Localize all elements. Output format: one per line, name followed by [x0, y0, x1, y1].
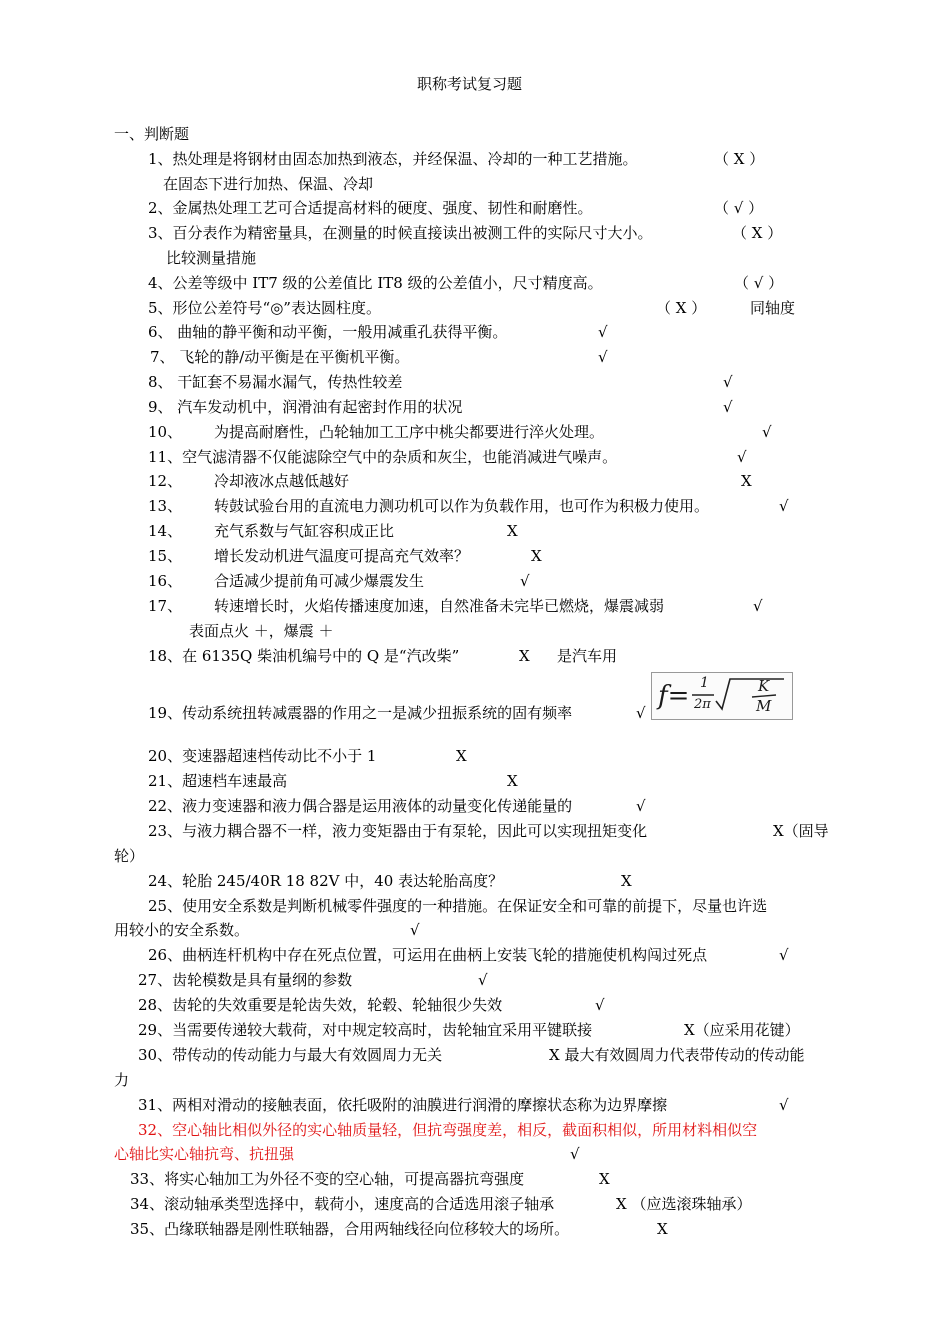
- q15-number: 15、: [148, 547, 183, 565]
- q28-answer: √: [595, 996, 605, 1014]
- q18-note: 是汽车用: [557, 647, 618, 665]
- q3-text: 3、百分表作为精密量具，在测量的时候直接读出被测工件的实际尺寸大小。: [148, 224, 653, 242]
- q30-answer: X 最大有效圆周力代表带传动的传动能: [549, 1046, 805, 1064]
- q25-wrap: 用较小的安全系数。: [114, 921, 250, 939]
- q34-text: 34、滚动轴承类型选择中，载荷小，速度高的合适选用滚子轴承: [130, 1195, 555, 1213]
- q16-text: 合适减少提前角可减少爆震发生: [214, 572, 425, 590]
- q19-answer: √: [636, 704, 646, 722]
- q14-number: 14、: [148, 522, 183, 540]
- q4-answer: （ √ ）: [734, 274, 784, 292]
- q30-wrap: 力: [114, 1071, 130, 1089]
- q14-text: 充气系数与气缸容积成正比: [214, 522, 395, 540]
- q12-text: 冷却液冰点越低越好: [214, 472, 350, 490]
- q9-answer: √: [723, 398, 733, 416]
- q11-text: 11、空气滤清器不仅能滤除空气中的杂质和灰尘，也能消减进气噪声。: [148, 448, 618, 466]
- q7-text: 7、 飞轮的静/动平衡是在平衡机平衡。: [150, 348, 410, 366]
- q3-note: 比较测量措施: [166, 249, 257, 267]
- q30-text: 30、带传动的传动能力与最大有效圆周力无关: [138, 1046, 443, 1064]
- q17-text: 转速增长时，火焰传播速度加速，自然准备未完毕已燃烧，爆震减弱: [214, 597, 665, 615]
- q26-answer: √: [779, 946, 789, 964]
- q32-wrap: 心轴比实心轴抗弯、抗扭强: [114, 1145, 295, 1163]
- q15-answer: X: [531, 547, 542, 565]
- q35-answer: X: [657, 1220, 668, 1238]
- q31-text: 31、两相对滑动的接触表面，依托吸附的油膜进行润滑的摩擦状态称为边界摩擦: [138, 1096, 668, 1114]
- q20-text: 20、变速器超速档传动比不小于 1: [148, 747, 377, 765]
- q29-answer: X（应采用花键）: [684, 1021, 800, 1039]
- q23-text: 23、与液力耦合器不一样，液力变矩器由于有泵轮，因此可以实现扭矩变化: [148, 822, 648, 840]
- q6-text: 6、 曲轴的静平衡和动平衡，一般用减重孔获得平衡。: [148, 323, 508, 341]
- q1-text: 1、热处理是将钢材由固态加热到液态，并经保温、冷却的一种工艺措施。: [148, 150, 638, 168]
- q7-answer: √: [598, 348, 608, 366]
- q16-number: 16、: [148, 572, 183, 590]
- q25-answer: √: [410, 921, 420, 939]
- section-heading: 一、判断题: [114, 125, 190, 143]
- q13-text: 转鼓试验台用的直流电力测功机可以作为负载作用，也可作为积极力使用。: [214, 497, 710, 515]
- q26-text: 26、曲柄连杆机构中存在死点位置，可运用在曲柄上安装飞轮的措施使机构闯过死点: [148, 946, 708, 964]
- q2-text: 2、金属热处理工艺可合适提高材料的硬度、强度、韧性和耐磨性。: [148, 199, 593, 217]
- q17-answer: √: [753, 597, 763, 615]
- q1-note: 在固态下进行加热、保温、冷却: [163, 175, 374, 193]
- q29-text: 29、当需要传递较大载荷，对中规定较高时，齿轮轴宜采用平键联接: [138, 1021, 593, 1039]
- q8-answer: √: [723, 373, 733, 391]
- q4-text: 4、公差等级中 IT7 级的公差值比 IT8 级的公差值小，尺寸精度高。: [148, 274, 603, 292]
- q12-answer: X: [741, 472, 752, 490]
- q27-answer: √: [478, 971, 488, 989]
- formula-m: M: [756, 697, 772, 715]
- q24-text: 24、轮胎 245/40R 18 82V 中，40 表达轮胎高度？: [148, 872, 504, 890]
- q14-answer: X: [507, 522, 518, 540]
- formula-denominator: 2π: [694, 697, 711, 712]
- q25-text: 25、使用安全系数是判断机械零件强度的一种措施。在保证安全和可靠的前提下，尽量也许选: [148, 897, 768, 915]
- q17-note: 表面点火 ＋，爆震 ＋: [189, 622, 334, 640]
- frequency-formula-image: [651, 672, 793, 720]
- q10-answer: √: [762, 423, 772, 441]
- q19-text: 19、传动系统扭转减震器的作用之一是减少扭振系统的固有频率: [148, 704, 573, 722]
- q17-number: 17、: [148, 597, 183, 615]
- q6-answer: √: [598, 323, 608, 341]
- q21-text: 21、超速档车速最高: [148, 772, 288, 790]
- q32-text: 32、空心轴比相似外径的实心轴质量轻，但抗弯强度差，相反，截面积相似，所用材料相似空: [138, 1121, 758, 1139]
- formula-numerator: 1: [700, 675, 709, 691]
- q3-answer: （ X ）: [732, 224, 783, 242]
- q5-answer: （ X ）: [656, 299, 707, 317]
- q12-number: 12、: [148, 472, 183, 490]
- q9-text: 9、 汽车发动机中，润滑油有起密封作用的状况: [148, 398, 463, 416]
- q20-answer: X: [456, 747, 467, 765]
- q2-answer: （ √ ）: [714, 199, 764, 217]
- q34-answer: X （应选滚珠轴承）: [616, 1195, 752, 1213]
- q10-text: 为提高耐磨性，凸轮轴加工工序中桃尖都要进行淬火处理。: [214, 423, 605, 441]
- q27-text: 27、齿轮模数是具有量纲的参数: [138, 971, 353, 989]
- q5-note: 同轴度: [750, 299, 796, 317]
- page-title: 职称考试复习题: [417, 75, 523, 93]
- q1-answer: （ X ）: [714, 150, 765, 168]
- q23-wrap: 轮）: [114, 847, 145, 865]
- q16-answer: √: [520, 572, 530, 590]
- q32-answer: √: [570, 1145, 580, 1163]
- q21-answer: X: [507, 772, 518, 790]
- formula-k: K: [758, 677, 770, 695]
- q13-number: 13、: [148, 497, 183, 515]
- q24-answer: X: [621, 872, 632, 890]
- q11-answer: √: [737, 448, 747, 466]
- q22-text: 22、液力变速器和液力偶合器是运用液体的动量变化传递能量的: [148, 797, 573, 815]
- q15-text: 增长发动机进气温度可提高充气效率？: [214, 547, 470, 565]
- q31-answer: √: [779, 1096, 789, 1114]
- q33-text: 33、将实心轴加工为外径不变的空心轴，可提高器抗弯强度: [130, 1170, 525, 1188]
- q13-answer: √: [779, 497, 789, 515]
- formula-lhs: f=: [658, 681, 690, 711]
- q18-text: 18、在 6135Q 柴油机编号中的 Q 是“汽改柴”: [148, 647, 460, 665]
- q28-text: 28、齿轮的失效重要是轮齿失效，轮毂、轮轴很少失效: [138, 996, 503, 1014]
- q10-number: 10、: [148, 423, 183, 441]
- q5-text: 5、形位公差符号“◎”表达圆柱度。: [148, 299, 381, 317]
- q8-text: 8、 干缸套不易漏水漏气，传热性较差: [148, 373, 403, 391]
- q35-text: 35、凸缘联轴器是刚性联轴器，合用两轴线径向位移较大的场所。: [130, 1220, 570, 1238]
- q23-answer: X（固导: [773, 822, 829, 840]
- q18-answer: X: [519, 647, 530, 665]
- q33-answer: X: [599, 1170, 610, 1188]
- q22-answer: √: [636, 797, 646, 815]
